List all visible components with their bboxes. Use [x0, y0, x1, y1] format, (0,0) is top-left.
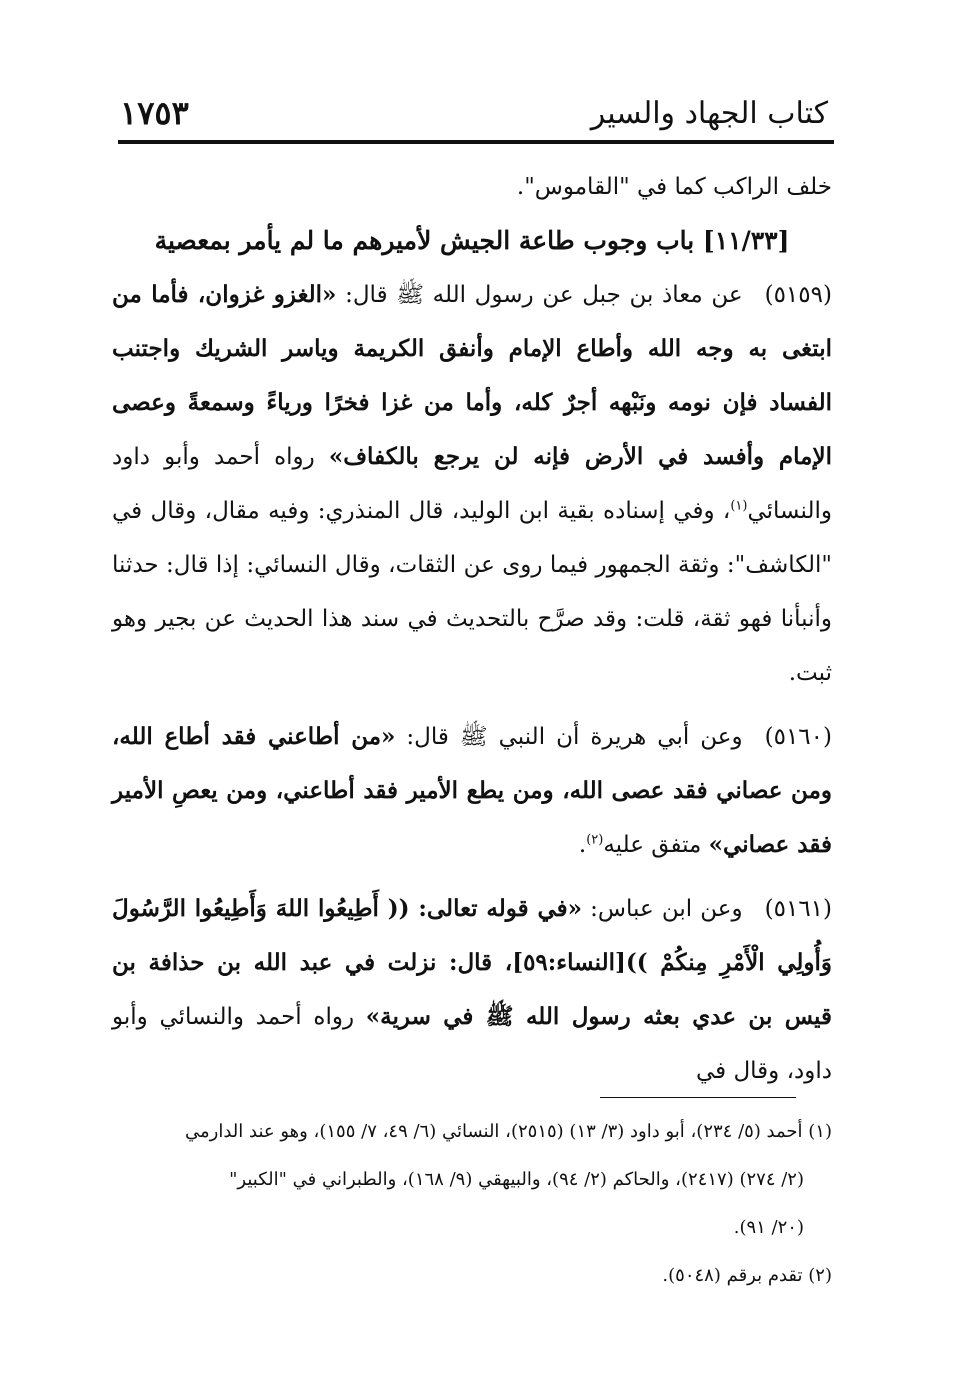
footnote-ref-1: (١)	[730, 498, 748, 514]
hadith-quote: «الغزو غزوان، فأما من ابتغى به وجه الله وأطاع الإمام وأنفق الكريمة وياسر الشريك واجتنب الفساد فإن نومه ونَبْهه أجرٌ كله، وأما من غزا فخرًا ورياءً وسمعةً وعصى الإمام وأفسد في الأرض فإنه لن يرجع بالكفاف»	[112, 281, 833, 470]
footnote-1-line-2: (٢/ ٢٧٤) (٢٤١٧)، والحاكم (٢/ ٩٤)، والبيهقي (٩/ ١٦٨)، والطبراني في "الكبير"	[229, 1169, 804, 1190]
book-title: كتاب الجهاد والسير	[590, 96, 828, 131]
hadith-5160	[112, 710, 832, 872]
hadith-number: (٥١٥٩)	[764, 282, 832, 308]
hadith-source: رواه أحمد والنسائي وأبو داود، وقال في	[112, 1004, 832, 1084]
main-text	[112, 160, 832, 1098]
hadith-quote: «في قوله تعالى: (( أَطِيعُوا اللهَ وَأَطِيعُوا الرَّسُولَ وَأُولِي الْأَمْرِ مِنكُمْ ))[النساء:٥٩]، قال: نزلت في عبد الله بن حذافة بن قيس بن عدي بعثه رسول الله ﷺ في سرية»	[112, 895, 832, 1030]
hadith-5159	[112, 268, 832, 700]
footnote-divider	[600, 1097, 796, 1098]
footnote-1-line-3: (٢٠/ ٩١).	[733, 1217, 804, 1238]
hadith-intro: وعن ابن عباس:	[582, 896, 743, 922]
hadith-5161	[112, 882, 832, 1098]
footnote-1-line-1: (١) أحمد (٥/ ٢٣٤)، أبو داود (٣/ ١٣) (٢٥١٥)، النسائي (٦/ ٤٩، ٧/ ١٥٥)، وهو عند الدارمي	[185, 1121, 832, 1142]
hadith-number: (٥١٦٠)	[764, 724, 832, 750]
hadith-number: (٥١٦١)	[764, 896, 833, 922]
page-number: ١٧٥٣	[120, 94, 189, 132]
hadith-source: رواه أحمد وأبو داود والنسائي	[112, 444, 832, 524]
hadith-commentary: ، وفي إسناده بقية ابن الوليد، قال المنذري: وفيه مقال، وقال في "الكاشف": وثقة الجمهور فيما روى عن الثقات، وقال النسائي: إذا قال: حدثنا وأنبأنا فهو ثقة، قلت: وقد صرَّح بالتحديث في سند هذا الحديث عن بجير وهو ثبت.	[112, 498, 832, 686]
hadith-intro: وعن أبي هريرة أن النبي ﷺ قال:	[395, 724, 743, 750]
footnote-2: (٢) تقدم برقم (٥٠٤٨).	[662, 1265, 832, 1286]
hadith-intro: عن معاذ بن جبل عن رسول الله ﷺ قال:	[336, 282, 743, 308]
footnotes	[112, 1108, 832, 1300]
hadith-quote: «من أطاعني فقد أطاع الله، ومن عصاني فقد عصى الله، ومن يطع الأمير فقد أطاعني، ومن يعصِ الأمير فقد عصاني»	[112, 723, 832, 858]
hadith-source: متفق عليه	[603, 832, 709, 858]
page-header	[118, 92, 834, 144]
carry-over-line: خلف الراكب كما في "القاموس".	[516, 174, 832, 200]
chapter-heading: [١١/٣٣] باب وجوب طاعة الجيش لأميرهم ما لم يأمر بمعصية	[154, 226, 790, 255]
hadith-end: .	[578, 832, 587, 858]
footnote-ref-2: (٢)	[586, 832, 604, 848]
